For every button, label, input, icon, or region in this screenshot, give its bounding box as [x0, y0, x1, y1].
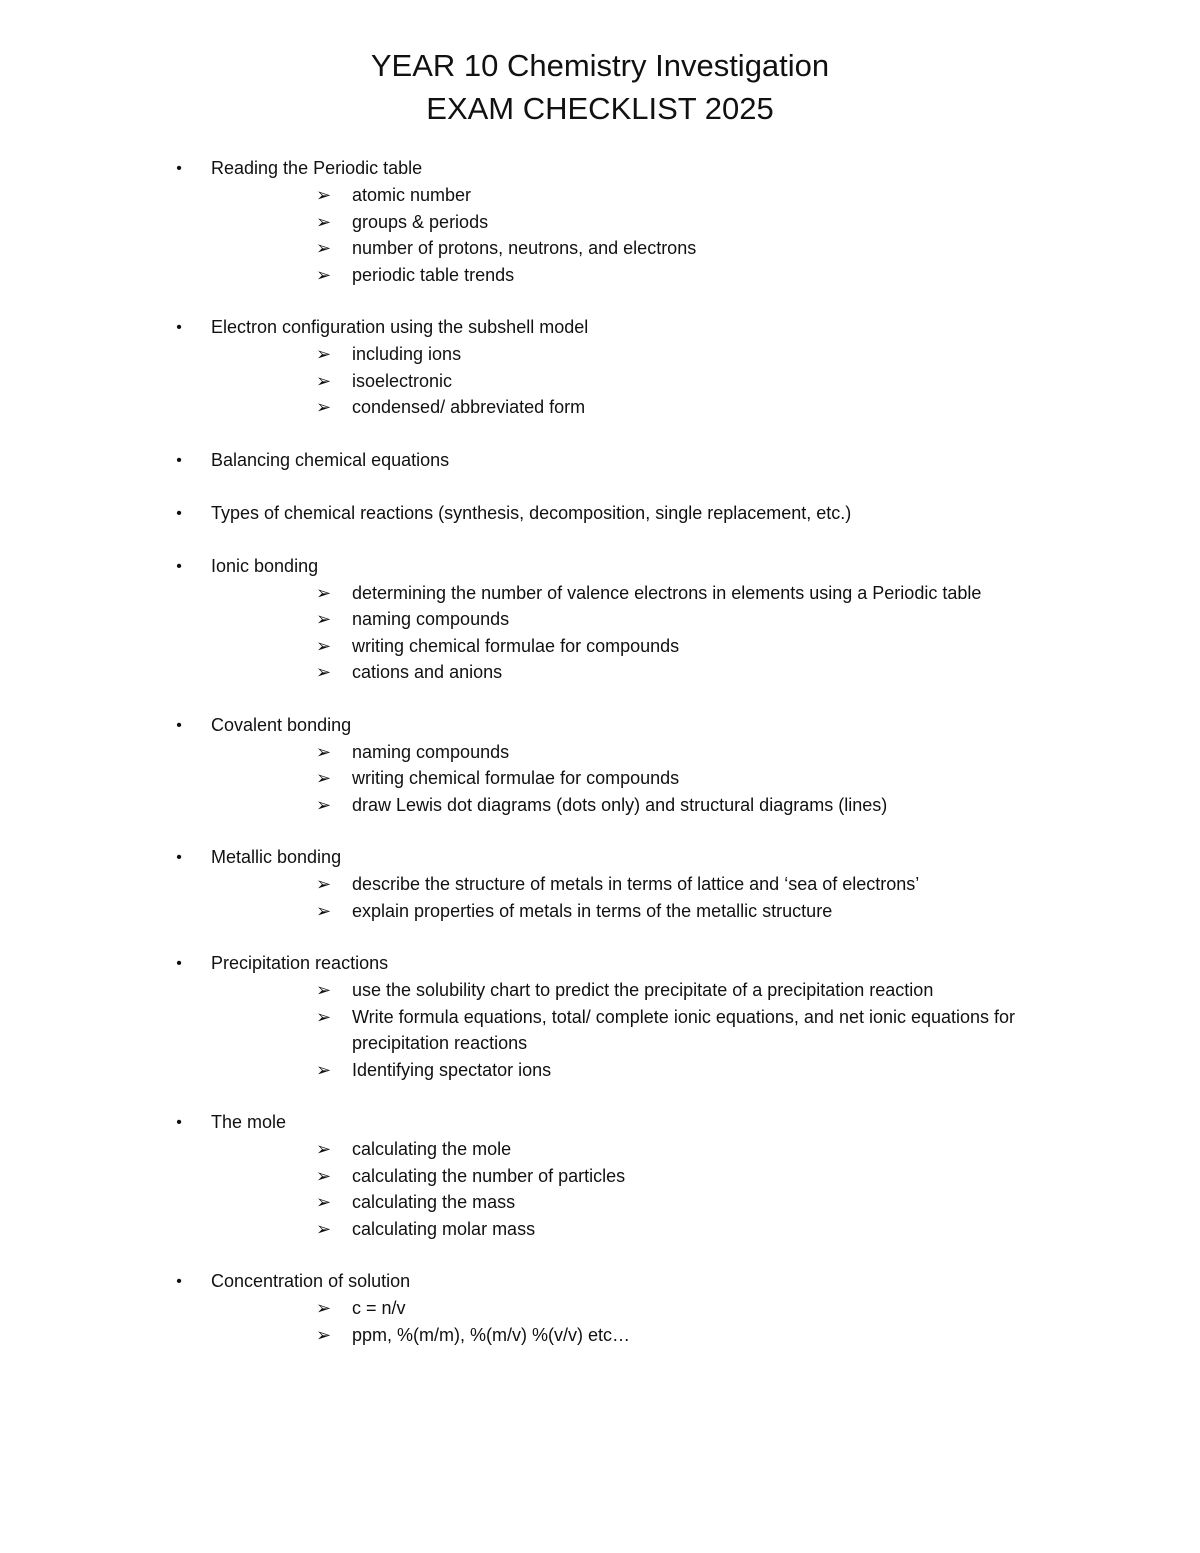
checklist-topic: [0, 950, 1200, 1083]
bullet-icon: •: [176, 160, 182, 177]
checklist-topic: [0, 155, 1200, 288]
topic-row: [0, 155, 1200, 182]
checklist-topic: [0, 1109, 1200, 1242]
subtopic-item: [0, 606, 1200, 633]
checklist-topic: [0, 314, 1200, 421]
topic-row: [0, 1109, 1200, 1136]
subtopic-label: atomic number: [352, 185, 472, 205]
title-line-1: YEAR 10 Chemistry Investigation: [370, 48, 830, 83]
bullet-icon: •: [176, 955, 182, 972]
checklist-topic: [0, 1268, 1200, 1348]
topic-label: Electron configuration using the subshell model: [211, 317, 589, 337]
arrow-bullet-icon: ➢: [316, 1139, 332, 1159]
arrow-bullet-icon: ➢: [316, 741, 332, 762]
arrow-bullet-icon: ➢: [316, 635, 332, 656]
subtopic-item: [0, 871, 1200, 898]
topic-label: Concentration of solution: [211, 1271, 411, 1291]
subtopic-label: writing chemical formulae for compounds: [352, 635, 680, 656]
subtopic-label: Write formula equations, total/ complete ionic equations, and net ionic equations for precipitation reactions: [352, 1006, 1016, 1053]
topic-row: [0, 1268, 1200, 1295]
subtopic-item: [0, 580, 1200, 607]
subtopic-item: [0, 739, 1200, 766]
subtopic-item: [0, 1136, 1200, 1163]
subtopic-label: draw Lewis dot diagrams (dots only) and structural diagrams (lines): [352, 794, 888, 815]
bullet-icon: •: [176, 451, 182, 469]
subtopic-item: [0, 765, 1200, 792]
topic-row: [0, 950, 1200, 977]
bullet-icon: •: [176, 557, 182, 575]
topic-row: [0, 844, 1200, 871]
subtopic-item: [0, 209, 1200, 236]
title-line-2: EXAM CHECKLIST 2025: [426, 91, 774, 126]
checklist-topic: [0, 500, 1200, 527]
document-title: [0, 44, 1200, 130]
subtopic-item: [0, 1057, 1200, 1084]
subtopic-label: calculating the number of particles: [352, 1165, 626, 1186]
bullet-icon: •: [176, 1114, 182, 1131]
subtopic-item: [0, 341, 1200, 368]
subtopic-item: [0, 633, 1200, 660]
subtopic-item: [0, 1322, 1200, 1349]
checklist-topic: [0, 712, 1200, 819]
topic-label: Reading the Periodic table: [211, 158, 423, 178]
arrow-bullet-icon: ➢: [316, 900, 332, 921]
subtopic-item: [0, 368, 1200, 395]
topic-label: Balancing chemical equations: [211, 449, 450, 470]
checklist-topic: [0, 447, 1200, 474]
subtopic-item: [0, 977, 1200, 1004]
topic-label: Metallic bonding: [211, 847, 342, 867]
arrow-bullet-icon: ➢: [316, 582, 332, 603]
subtopic-label: explain properties of metals in terms of the metallic structure: [352, 900, 833, 921]
subtopic-label: including ions: [352, 344, 462, 364]
arrow-bullet-icon: ➢: [316, 1059, 332, 1080]
arrow-bullet-icon: ➢: [316, 185, 332, 205]
topic-label: Precipitation reactions: [211, 953, 389, 973]
subtopic-label: use the solubility chart to predict the precipitate of a precipitation reaction: [352, 980, 934, 1000]
subtopic-item: [0, 1216, 1200, 1243]
subtopic-item: [0, 1163, 1200, 1190]
subtopic-label: Identifying spectator ions: [352, 1059, 552, 1080]
subtopic-item: [0, 1295, 1200, 1322]
subtopic-label: naming compounds: [352, 609, 510, 629]
subtopic-item: [0, 235, 1200, 262]
bullet-icon: •: [176, 319, 182, 336]
subtopic-label: c = n/v: [352, 1298, 406, 1318]
arrow-bullet-icon: ➢: [316, 1192, 332, 1212]
subtopic-label: condensed/ abbreviated form: [352, 397, 586, 417]
topic-row: [0, 553, 1200, 580]
topic-row: [0, 712, 1200, 739]
subtopic-item: [0, 182, 1200, 209]
subtopic-label: number of protons, neutrons, and electrons: [352, 238, 697, 258]
topic-label: Types of chemical reactions (synthesis, decomposition, single replacement, etc.): [211, 502, 852, 523]
checklist-topic: [0, 844, 1200, 924]
subtopic-label: naming compounds: [352, 741, 510, 762]
bullet-icon: •: [176, 849, 182, 866]
bullet-icon: •: [176, 504, 182, 522]
subtopic-label: calculating molar mass: [352, 1218, 536, 1239]
subtopic-item: [0, 659, 1200, 686]
subtopic-item: [0, 262, 1200, 289]
topic-label: The mole: [211, 1112, 287, 1132]
subtopic-label: determining the number of valence electrons in elements using a Periodic table: [352, 582, 982, 603]
arrow-bullet-icon: ➢: [316, 397, 332, 417]
bullet-icon: •: [176, 716, 182, 734]
arrow-bullet-icon: ➢: [316, 1165, 332, 1186]
arrow-bullet-icon: ➢: [316, 768, 332, 788]
arrow-bullet-icon: ➢: [316, 794, 332, 815]
arrow-bullet-icon: ➢: [316, 370, 332, 391]
subtopic-label: calculating the mole: [352, 1139, 512, 1159]
checklist-topic: [0, 553, 1200, 686]
arrow-bullet-icon: ➢: [316, 1006, 332, 1027]
subtopic-label: ppm, %(m/m), %(m/v) %(v/v) etc…: [352, 1324, 630, 1345]
subtopic-label: writing chemical formulae for compounds: [352, 768, 680, 788]
subtopic-label: groups & periods: [352, 211, 489, 232]
topic-label: Covalent bonding: [211, 714, 352, 735]
topic-label: Ionic bonding: [211, 555, 319, 576]
subtopic-label: describe the structure of metals in terms of lattice and ‘sea of electrons’: [352, 874, 920, 894]
arrow-bullet-icon: ➢: [316, 1324, 332, 1345]
arrow-bullet-icon: ➢: [316, 238, 332, 258]
arrow-bullet-icon: ➢: [316, 980, 332, 1000]
arrow-bullet-icon: ➢: [316, 874, 332, 894]
subtopic-item: [0, 898, 1200, 925]
subtopic-item: [0, 394, 1200, 421]
subtopic-item: [0, 792, 1200, 819]
subtopic-label: isoelectronic: [352, 370, 453, 391]
arrow-bullet-icon: ➢: [316, 211, 332, 232]
arrow-bullet-icon: ➢: [316, 662, 332, 682]
arrow-bullet-icon: ➢: [316, 1218, 332, 1239]
arrow-bullet-icon: ➢: [316, 264, 332, 285]
topic-row: [0, 500, 1200, 527]
checklist: [0, 155, 1200, 1374]
arrow-bullet-icon: ➢: [316, 609, 332, 629]
subtopic-label: calculating the mass: [352, 1192, 516, 1212]
subtopic-label: periodic table trends: [352, 264, 515, 285]
subtopic-item: [0, 1004, 1200, 1057]
arrow-bullet-icon: ➢: [316, 344, 332, 364]
topic-row: [0, 447, 1200, 474]
subtopic-item: [0, 1189, 1200, 1216]
bullet-icon: •: [176, 1273, 182, 1290]
subtopic-label: cations and anions: [352, 662, 503, 682]
topic-row: [0, 314, 1200, 341]
arrow-bullet-icon: ➢: [316, 1298, 332, 1318]
